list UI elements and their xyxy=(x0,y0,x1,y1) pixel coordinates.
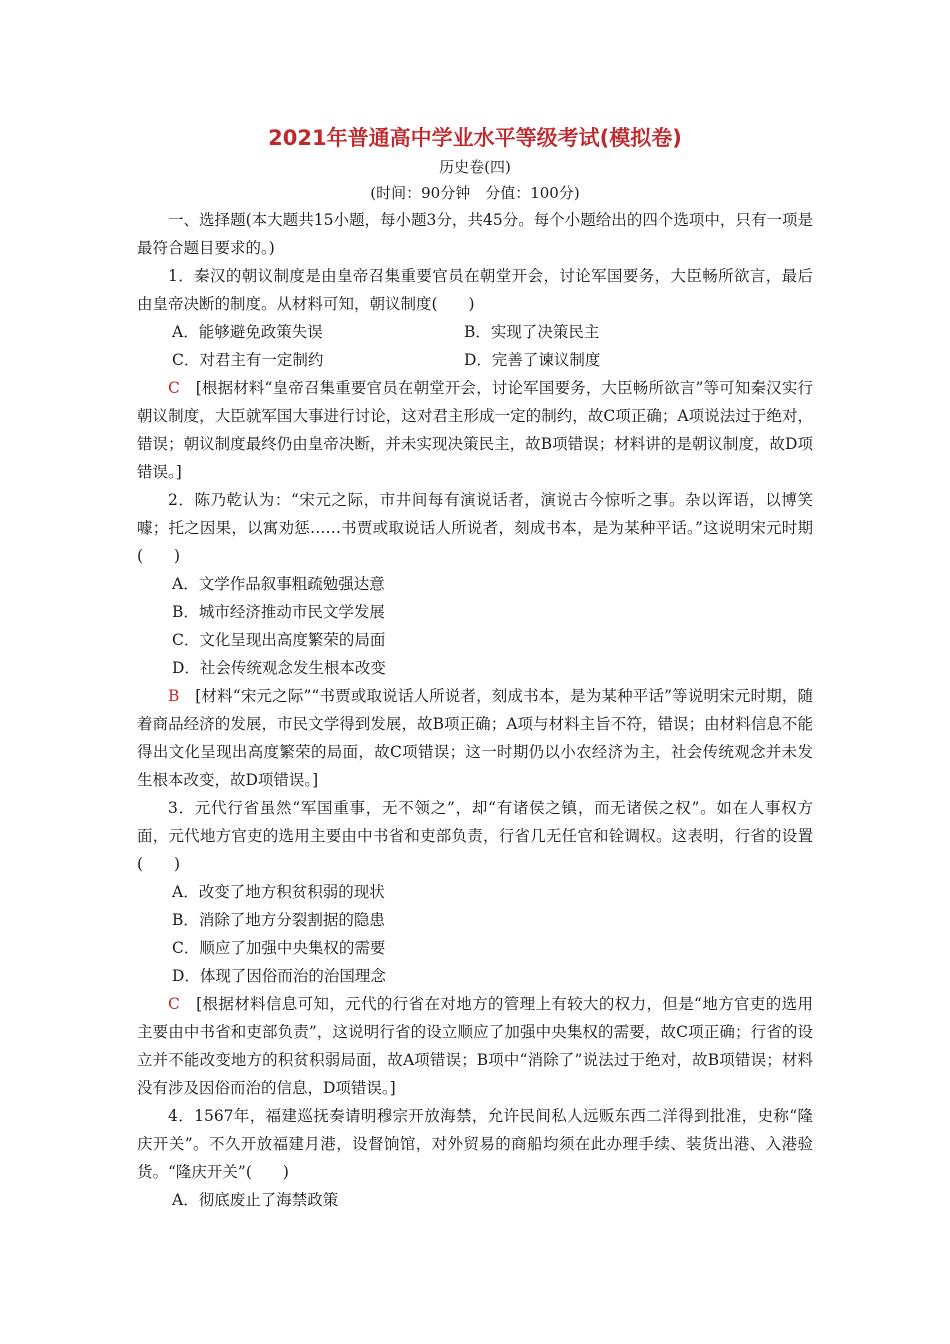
answer-letter: B xyxy=(168,687,180,705)
document-page xyxy=(137,122,813,1214)
question-4 xyxy=(137,1102,813,1214)
question-3 xyxy=(137,794,813,1102)
option-a: A．改变了地方积贫积弱的现状 xyxy=(172,883,385,901)
analysis-text: [根据材料信息可知，元代的行省在对地方的管理上有较大的权力，但是“地方官吏的选用主要由中书省和吏部负责”，这说明行省的设立顺应了加强中央集权的需要，故C项正确；行省的设立并不能改变地方的积贫积弱局面，故A项错误；B项中“消除了”说法过于绝对，故B项错误；材料没有涉及因俗而治的信息，D项错误。] xyxy=(137,995,813,1097)
option-a: A．能够避免政策失误 xyxy=(172,323,323,341)
answer-letter: C xyxy=(168,379,180,397)
option-d: D．社会传统观念发生根本改变 xyxy=(172,659,386,677)
answer-letter: C xyxy=(168,995,180,1013)
question-stem: 1．秦汉的朝议制度是由皇帝召集重要官员在朝堂开会，讨论军国要务，大臣畅所欲言，最后由皇帝决断的制度。从材料可知，朝议制度( ) xyxy=(137,267,813,313)
option-b: B．城市经济推动市民文学发展 xyxy=(172,603,385,621)
option-b: B．实现了决策民主 xyxy=(464,323,600,341)
document-title: 2021年普通高中学业水平等级考试(模拟卷) xyxy=(268,126,682,150)
option-c: C．文化呈现出高度繁荣的局面 xyxy=(172,631,386,649)
question-stem: 2．陈乃乾认为：“宋元之际，市井间每有演说话者，演说古今惊听之事。杂以诨语，以博笑噱；托之因果，以寓劝惩……书贾或取说话人所说者，刻成书本，是为某种平话。”这说明宋元时期( ) xyxy=(137,491,813,565)
option-row xyxy=(137,346,813,374)
answer-analysis xyxy=(137,374,813,486)
option-row xyxy=(137,318,813,346)
answer-analysis xyxy=(137,990,813,1102)
answer-analysis xyxy=(137,682,813,794)
option-a: A．彻底废止了海禁政策 xyxy=(172,1191,339,1209)
option-c: C．顺应了加强中央集权的需要 xyxy=(172,939,386,957)
analysis-text: [根据材料“皇帝召集重要官员在朝堂开会，讨论军国要务，大臣畅所欲言”等可知秦汉实行朝议制度，大臣就军国大事进行讨论，这对君主形成一定的制约，故C项正确；A项说法过于绝对，错误；朝议制度最终仍由皇帝决断，并未实现决策民主，故B项错误；材料讲的是朝议制度，故D项错误。] xyxy=(137,379,813,481)
exam-meta: (时间：90分钟 分值：100分) xyxy=(370,184,580,202)
question-stem: 4．1567年，福建巡抚奏请明穆宗开放海禁，允许民间私人远贩东西二洋得到批准，史称“隆庆开关”。不久开放福建月港，设督饷馆，对外贸易的商船均须在此办理手续、装货出港、入港验货。“隆庆开关”( ) xyxy=(137,1107,813,1181)
question-2 xyxy=(137,486,813,794)
exam-subtitle: 历史卷(四) xyxy=(439,158,511,176)
option-d: D．完善了谏议制度 xyxy=(464,351,601,369)
option-d: D．体现了因俗而治的治国理念 xyxy=(172,967,386,985)
question-stem: 3．元代行省虽然“军国重事，无不领之”，却“有诸侯之镇，而无诸侯之权”。如在人事权方面，元代地方官吏的选用主要由中书省和吏部负责，行省几无任官和铨调权。这表明，行省的设置( ) xyxy=(137,799,813,873)
analysis-text: [材料“宋元之际”“书贾或取说话人所说者，刻成书本，是为某种平话”等说明宋元时期，随着商品经济的发展，市民文学得到发展，故B项正确；A项与材料主旨不符，错误；由材料信息不能得出文化呈现出高度繁荣的局面，故C项错误；这一时期仍以小农经济为主，社会传统观念并未发生根本改变，故D项错误。] xyxy=(137,687,813,789)
question-1 xyxy=(137,262,813,486)
option-c: C．对君主有一定制约 xyxy=(172,351,324,369)
option-b: B．消除了地方分裂割据的隐患 xyxy=(172,911,385,929)
section-intro: 一、选择题(本大题共15小题，每小题3分，共45分。每个小题给出的四个选项中，只有一项是最符合题目要求的。) xyxy=(137,211,813,257)
option-a: A．文学作品叙事粗疏勉强达意 xyxy=(172,575,385,593)
